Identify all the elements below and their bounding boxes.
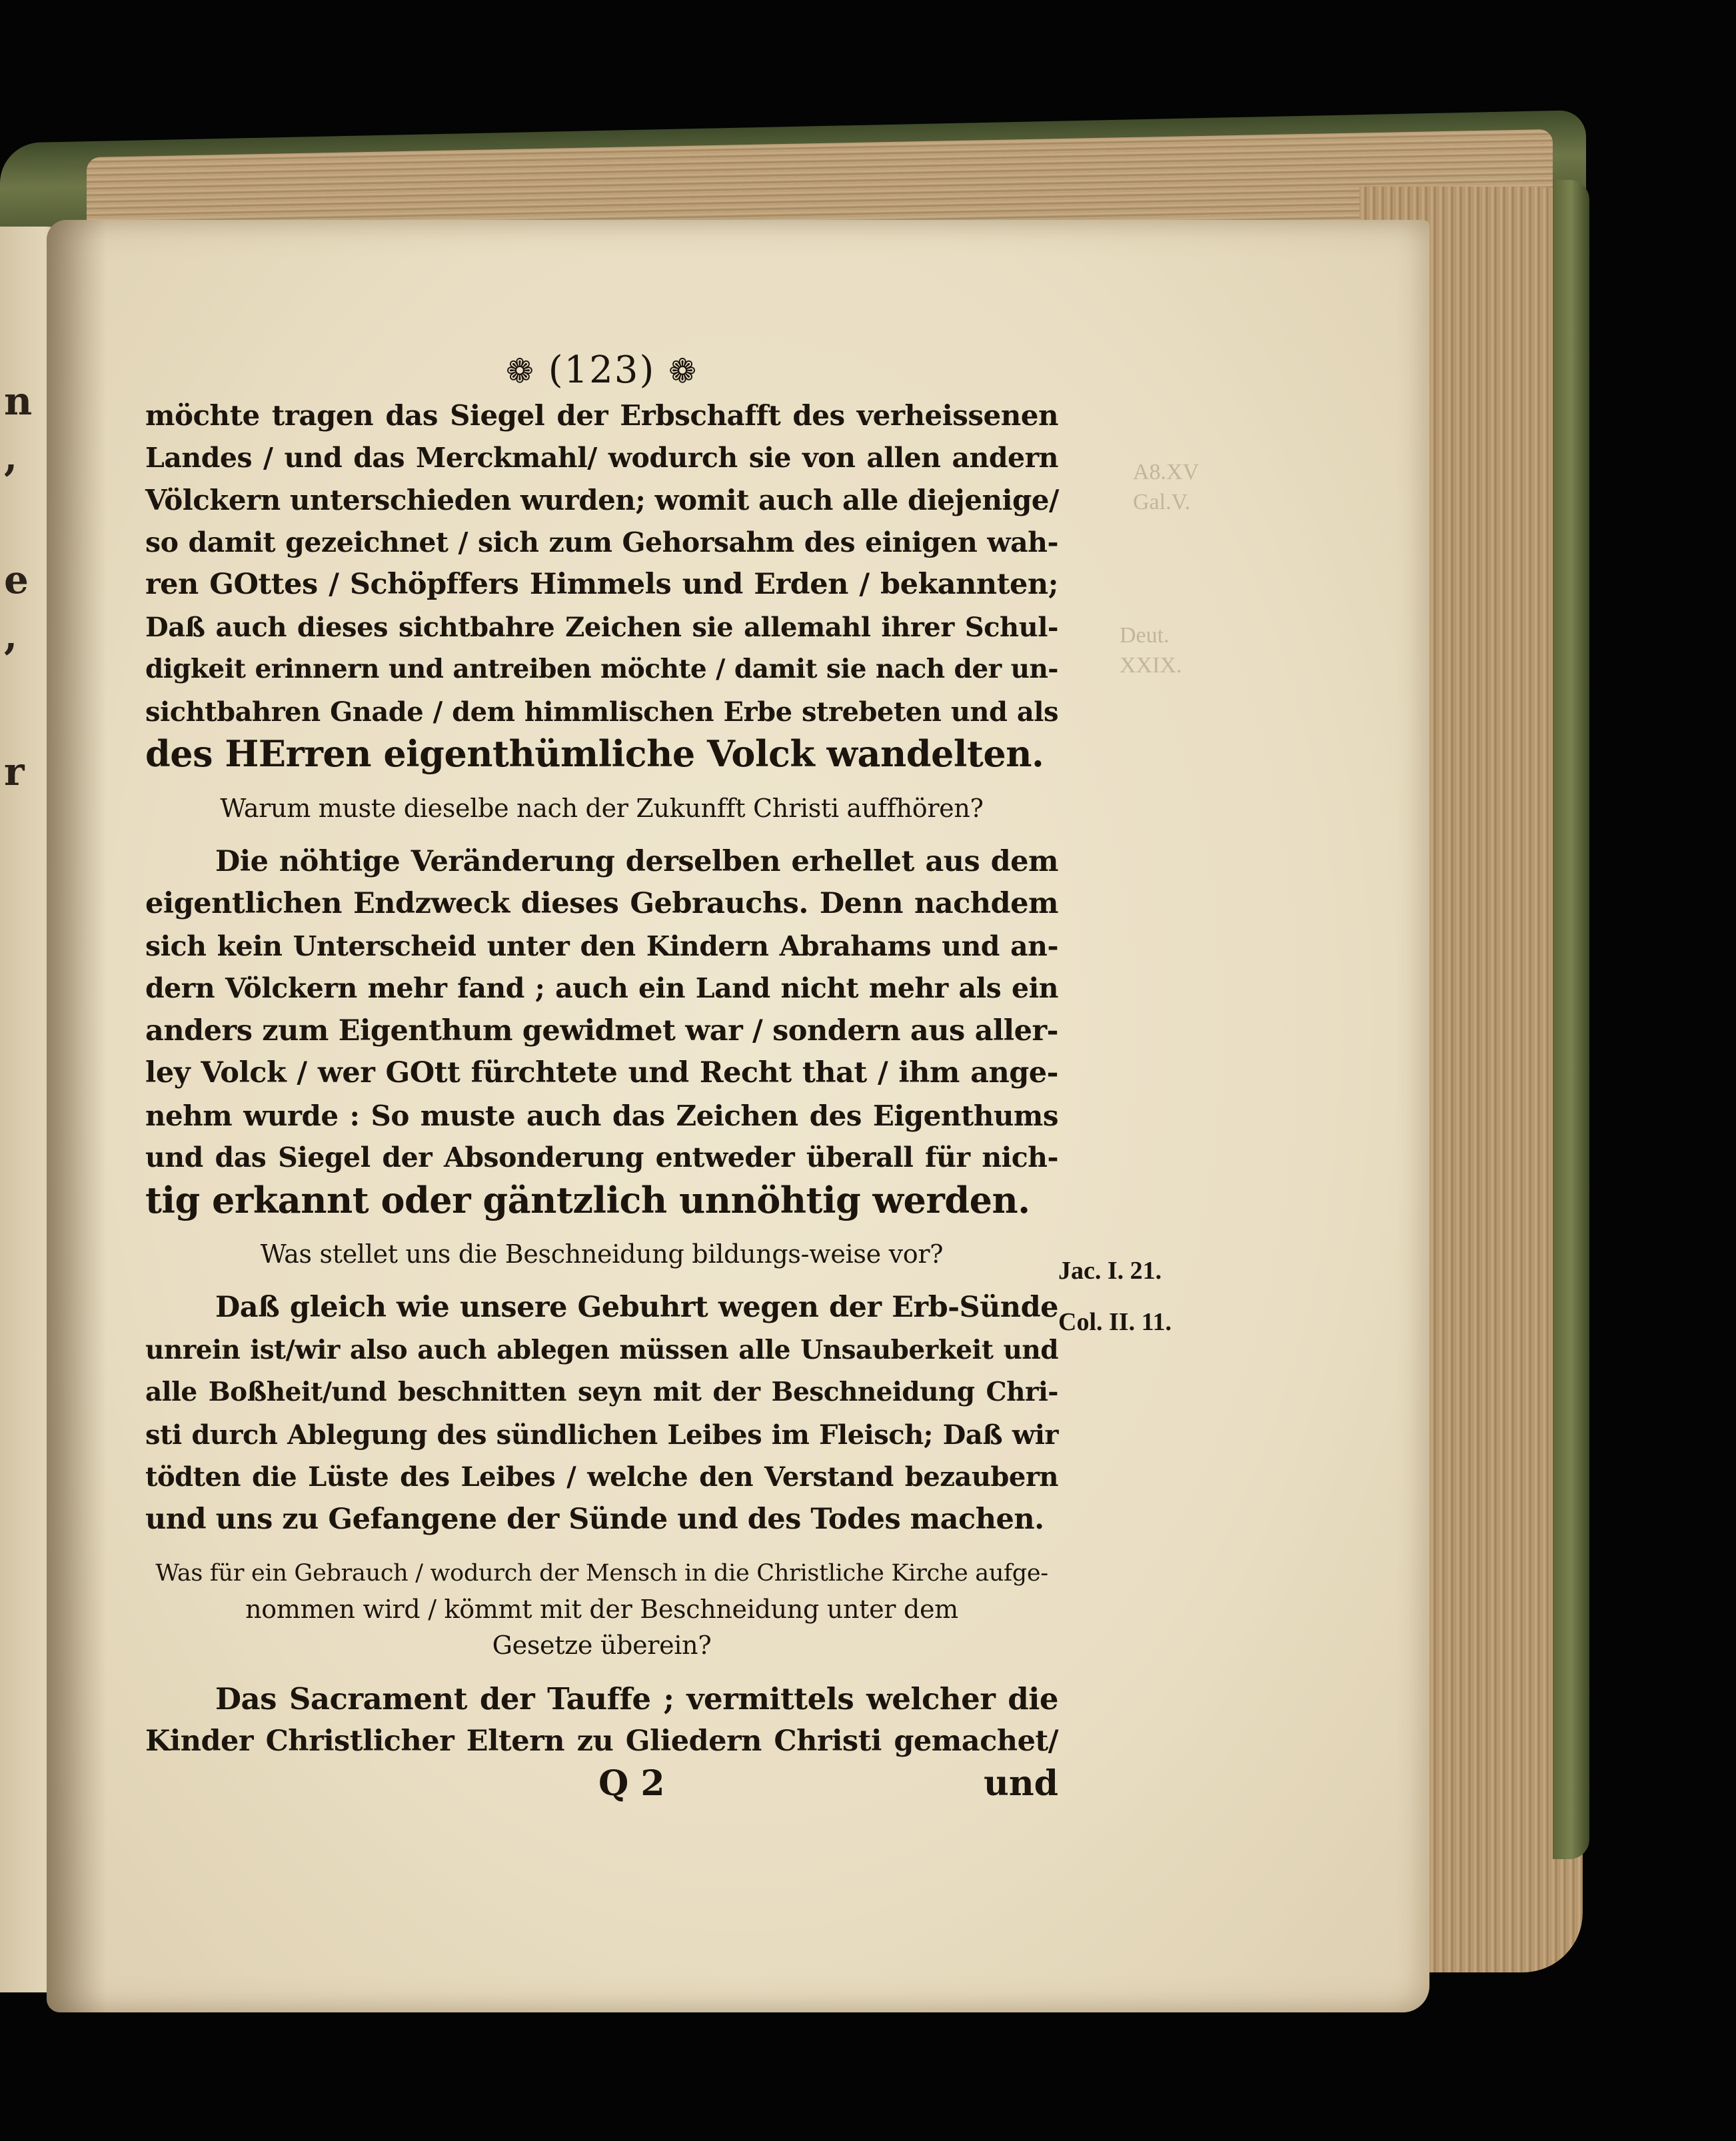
margin-note-reference: Col. II. 11. (1058, 1308, 1172, 1336)
text-line: Landes / und das Merckmahl/ wodurch sie von allen andern (145, 441, 1058, 474)
text-line: eigentlichen Endzweck dieses Gebrauchs. Denn nachdem (145, 887, 1058, 920)
page-number: (123) (548, 349, 656, 392)
text-line: so damit gezeichnet / sich zum Gehorsahm des einigen wah- (145, 526, 1058, 558)
page-text-block (145, 347, 1058, 1805)
text-line: sti durch Ablegung des sündlichen Leibes im Fleisch; Daß wir (145, 1419, 1058, 1451)
text-line: tig erkannt oder gäntzlich unnöhtig werden. (145, 1178, 1030, 1221)
paragraph-3 (145, 1287, 1058, 1541)
bleed-through-mark: A8.XV (1133, 460, 1200, 484)
paragraph-2 (145, 841, 1058, 1222)
book-cover-right (1553, 180, 1589, 1859)
text-line: dern Völckern mehr fand ; auch ein Land nicht mehr als ein (145, 972, 1058, 1004)
signature-mark: Q 2 (598, 1763, 665, 1804)
facing-page-fragment: n (4, 378, 33, 424)
text-line: Die nöhtige Veränderung derselben erhellet aus dem (215, 844, 1058, 878)
flower-ornament-icon: ❁ (505, 352, 535, 390)
page-footer (145, 1763, 1058, 1805)
text-line: digkeit erinnern und antreiben möchte / damit sie nach der un- (145, 654, 1058, 684)
text-line: anders zum Eigenthum gewidmet war / sondern aus aller- (145, 1014, 1058, 1048)
paragraph-4 (145, 1678, 1058, 1763)
text-line: ren GOttes / Schöpffers Himmels und Erden / bekannten; (145, 568, 1058, 601)
text-line: Das Sacrament der Tauffe ; vermittels welcher die (215, 1681, 1058, 1717)
bleed-through-mark: Gal.V. (1133, 490, 1191, 514)
text-line: alle Boßheit/und beschnitten seyn mit der Beschneidung Chri- (145, 1377, 1058, 1407)
paragraph-1 (145, 394, 1058, 776)
question-heading: Warum muste dieselbe nach der Zukunfft Christi auffhören? (220, 793, 984, 823)
text-line: ley Volck / wer GOtt fürchtete und Recht that / ihm ange- (145, 1056, 1058, 1089)
facing-page-fragment: , (4, 613, 18, 658)
question-heading: nommen wird / kömmt mit der Beschneidung unter dem (245, 1595, 958, 1624)
bleed-through-mark: Deut. (1120, 623, 1170, 648)
question-heading: Was für ein Gebrauch / wodurch der Mensch in die Christliche Kirche aufge- (155, 1560, 1048, 1587)
text-line: des HErren eigenthümliche Volck wandelten. (145, 732, 1044, 775)
text-line: Daß auch dieses sichtbahre Zeichen sie allemahl ihrer Schul- (145, 611, 1058, 643)
catchword: und (984, 1763, 1058, 1804)
text-line: tödten die Lüste des Leibes / welche den Verstand bezaubern (145, 1461, 1058, 1493)
page-header (145, 347, 1058, 394)
facing-page-fragment: r (4, 749, 25, 794)
text-line: Daß gleich wie unsere Gebuhrt wegen der Erb-Sünde (215, 1291, 1058, 1324)
text-line: Kinder Christlicher Eltern zu Gliedern Christi gemachet/ (145, 1724, 1058, 1758)
facing-page-fragment: e (4, 557, 29, 602)
text-line: und uns zu Gefangene der Sünde und des Todes machen. (145, 1502, 1044, 1536)
question-heading: Was stellet uns die Beschneidung bildungs-weise vor? (260, 1239, 944, 1269)
question-heading: Gesetze überein? (492, 1631, 712, 1660)
text-line: sich kein Unterscheid unter den Kindern Abrahams und an- (145, 930, 1058, 962)
text-line: nehm wurde : So muste auch das Zeichen des Eigenthums (145, 1099, 1058, 1132)
text-line: unrein ist/wir also auch ablegen müssen alle Unsauberkeit und (145, 1334, 1058, 1365)
text-line: möchte tragen das Siegel der Erbschafft des verheissenen (145, 399, 1058, 432)
facing-page-fragment: , (4, 434, 18, 480)
text-line: und das Siegel der Absonderung entweder überall für nich- (145, 1141, 1058, 1173)
gutter-shadow (47, 220, 107, 2012)
bleed-through-mark: XXIX. (1120, 653, 1182, 678)
facing-page-text-fragments (4, 373, 31, 800)
flower-ornament-icon: ❁ (668, 352, 698, 390)
margin-note-reference: Jac. I. 21. (1058, 1257, 1162, 1285)
text-line: sichtbahren Gnade / dem himmlischen Erbe strebeten und als (145, 696, 1058, 728)
text-line: Völckern unterschieden wurden; womit auch alle diejenige/ (145, 484, 1059, 516)
